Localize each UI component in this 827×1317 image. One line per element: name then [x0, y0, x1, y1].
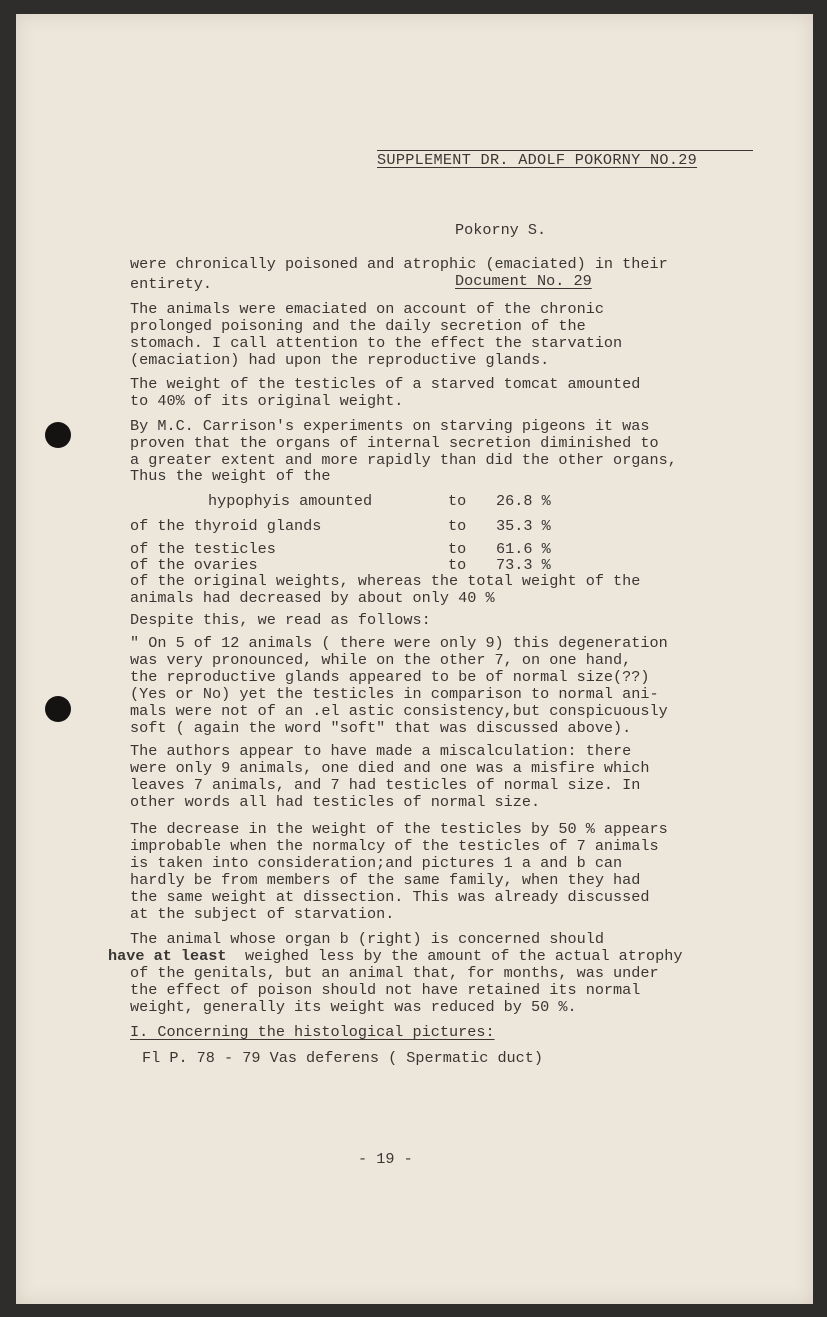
table-value: 61.6 % [496, 540, 551, 558]
section-heading: I. Concerning the histological pictures: [130, 1023, 495, 1041]
body-line: The animals were emaciated on account of the chronic [130, 300, 604, 318]
supplement-header: SUPPLEMENT DR. ADOLF POKORNY NO.29 [377, 151, 698, 169]
inserted-phrase: have at least [108, 947, 227, 965]
table-to: to [448, 517, 467, 535]
body-line: animals had decreased by about only 40 % [130, 589, 495, 607]
quote-line: mals were not of an .el astic consistency,but conspicuously [130, 702, 668, 720]
reference-name: Pokorny S. [455, 221, 547, 239]
body-line: were only 9 animals, one died and one was a misfire which [130, 759, 650, 777]
quote-line: (Yes or No) yet the testicles in comparison to normal ani- [130, 685, 659, 703]
table-label: hypophyis amounted [208, 492, 373, 510]
table-value: 26.8 % [496, 492, 551, 510]
body-line: By M.C. Carrison's experiments on starving pigeons it was [130, 417, 650, 435]
body-line: Despite this, we read as follows: [130, 611, 431, 629]
body-line: a greater extent and more rapidly than did the other organs, [130, 451, 677, 469]
body-line: of the original weights, whereas the total weight of the [130, 572, 641, 590]
table-label: of the testicles [130, 540, 276, 558]
reference-doc: Document No. 29 [455, 272, 592, 290]
quote-line: the reproductive glands appeared to be of normal size(??) [130, 668, 650, 686]
punch-hole [45, 696, 71, 722]
body-line: of the genitals, but an animal that, for months, was under [130, 964, 659, 982]
body-line: weight, generally its weight was reduced by 50 %. [130, 998, 577, 1016]
body-line: Fl P. 78 - 79 Vas deferens ( Spermatic duct) [142, 1049, 544, 1067]
body-line: prolonged poisoning and the daily secretion of the [130, 317, 586, 335]
body-line: other words all had testicles of normal size. [130, 793, 541, 811]
body-line: Thus the weight of the [130, 467, 331, 485]
body-line: to 40% of its original weight. [130, 392, 404, 410]
table-to: to [448, 556, 467, 574]
body-line: proven that the organs of internal secretion diminished to [130, 434, 659, 452]
quote-line: " On 5 of 12 animals ( there were only 9) this degeneration [130, 634, 668, 652]
table-label: of the thyroid glands [130, 517, 322, 535]
body-line: were chronically poisoned and atrophic (emaciated) in their [130, 255, 668, 273]
body-line: hardly be from members of the same family, when they had [130, 871, 641, 889]
body-line: is taken into consideration;and pictures 1 a and b can [130, 854, 623, 872]
body-line: the same weight at dissection. This was already discussed [130, 888, 650, 906]
body-line: leaves 7 animals, and 7 had testicles of normal size. In [130, 776, 641, 794]
body-line: (emaciation) had upon the reproductive glands. [130, 351, 550, 369]
quote-line: was very pronounced, while on the other 7, on one hand, [130, 651, 632, 669]
document-reference [455, 188, 592, 307]
table-to: to [448, 540, 467, 558]
table-value: 35.3 % [496, 517, 551, 535]
punch-hole [45, 422, 71, 448]
header-rule [377, 150, 753, 151]
body-line: The weight of the testicles of a starved tomcat amounted [130, 375, 641, 393]
quote-line: soft ( again the word "soft" that was discussed above). [130, 719, 632, 737]
body-line: weighed less by the amount of the actual atrophy [245, 947, 683, 965]
body-line: improbable when the normalcy of the testicles of 7 animals [130, 837, 659, 855]
body-line: the effect of poison should not have retained its normal [130, 981, 641, 999]
body-line: entirety. [130, 275, 213, 293]
table-to: to [448, 492, 467, 510]
body-line: The animal whose organ b (right) is concerned should [130, 930, 604, 948]
table-value: 73.3 % [496, 556, 551, 574]
body-line: The authors appear to have made a miscalculation: there [130, 742, 632, 760]
table-label: of the ovaries [130, 556, 258, 574]
body-line: at the subject of starvation. [130, 905, 395, 923]
page-number: - 19 - [358, 1150, 413, 1168]
body-line: stomach. I call attention to the effect the starvation [130, 334, 623, 352]
body-line: The decrease in the weight of the testicles by 50 % appears [130, 820, 668, 838]
